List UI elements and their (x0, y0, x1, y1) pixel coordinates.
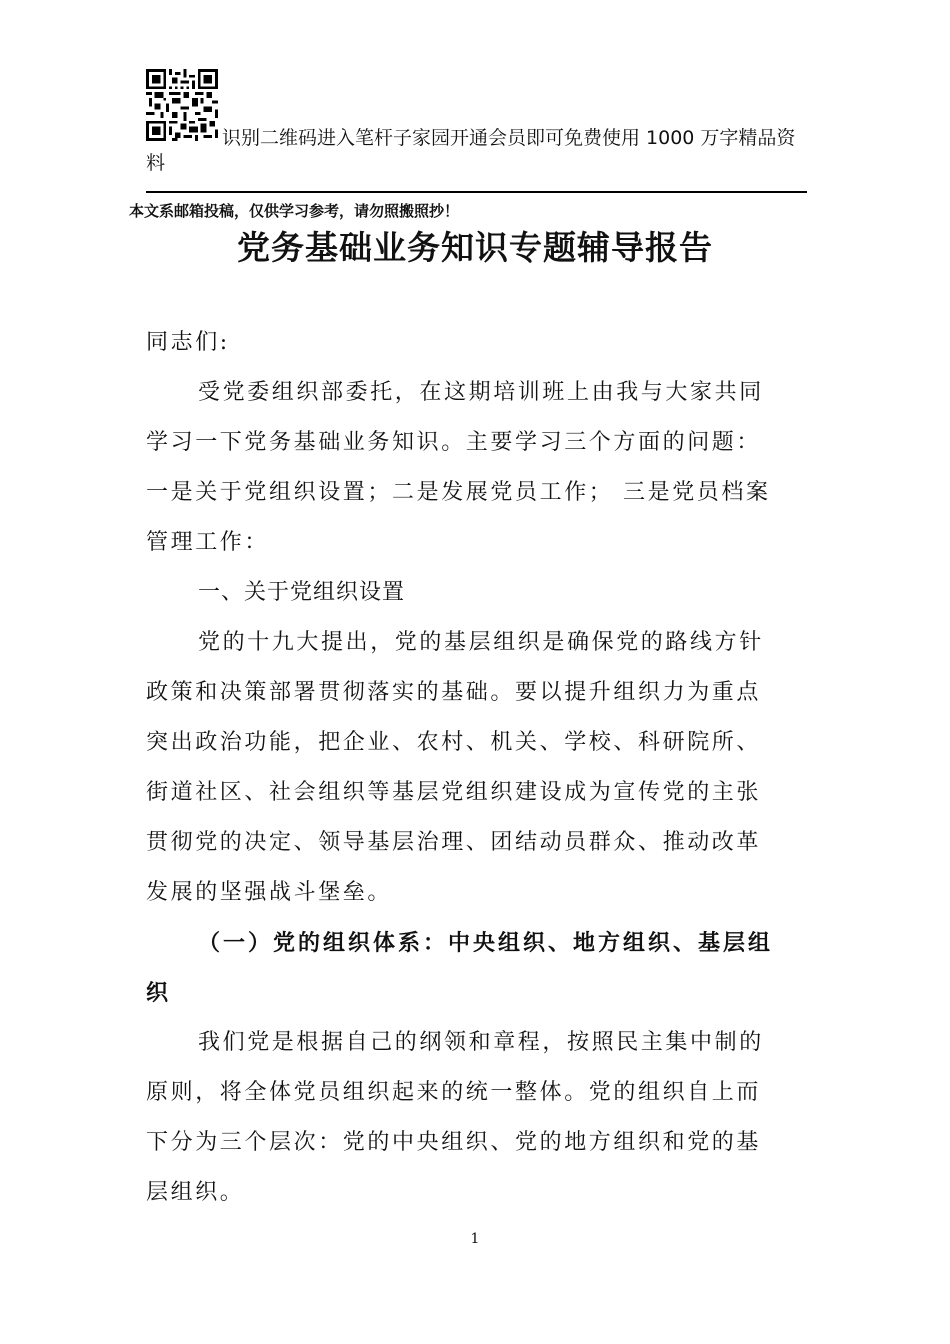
text-line: 党的十九大提出，党的基层组织是确保党的路线方针 (198, 630, 764, 655)
text-line: 一是关于党组织设置；二是发展党员工作； 三是党员档案 (146, 480, 771, 505)
subsection-heading (146, 918, 810, 1018)
promo-line-2: 料 (146, 152, 166, 174)
text-line: 发展的坚强战斗堡垒。 (146, 880, 393, 905)
document-body (146, 318, 810, 1218)
text-line: 受党委组织部委托，在这期培训班上由我与大家共同 (198, 380, 764, 405)
text-line: 贯彻党的决定、领导基层治理、团结动员群众、推动改革 (146, 830, 762, 855)
text-line: 街道社区、社会组织等基层党组织建设成为宣传党的主张 (146, 780, 762, 805)
greeting: 同志们: (146, 330, 230, 355)
subsection-paragraph (146, 1018, 810, 1218)
text-line: 学习一下党务基础业务知识。主要学习三个方面的问题： (146, 430, 762, 455)
document-title: 党务基础业务知识专题辅导报告 (237, 228, 713, 267)
text-line: 政策和决策部署贯彻落实的基础。要以提升组织力为重点 (146, 680, 762, 705)
text-line: （一）党的组织体系：中央组织、地方组织、基层组 (198, 930, 774, 956)
notice-text: 本文系邮箱投稿，仅供学习参考，请勿照搬照抄！ (129, 202, 460, 220)
text-line: 层组织。 (146, 1180, 245, 1205)
header-divider (146, 191, 807, 193)
text-line: 我们党是根据自己的纲领和章程，按照民主集中制的 (198, 1030, 764, 1055)
promo-line-1: 识别二维码进入笔杆子家园开通会员即可免费使用 1000 万字精品资 (222, 127, 796, 149)
intro-paragraph (146, 368, 810, 568)
text-line: 管理工作： (146, 530, 270, 555)
section-heading: 一、关于党组织设置 (198, 580, 406, 605)
text-line: 原则，将全体党员组织起来的统一整体。党的组织自上而 (146, 1080, 762, 1105)
page-number: 1 (470, 1231, 480, 1247)
text-line: 织 (146, 980, 172, 1006)
section-paragraph (146, 618, 810, 918)
promo-text (146, 126, 810, 176)
text-line: 突出政治功能，把企业、农村、机关、学校、科研院所、 (146, 730, 762, 755)
text-line: 下分为三个层次：党的中央组织、党的地方组织和党的基 (146, 1130, 762, 1155)
